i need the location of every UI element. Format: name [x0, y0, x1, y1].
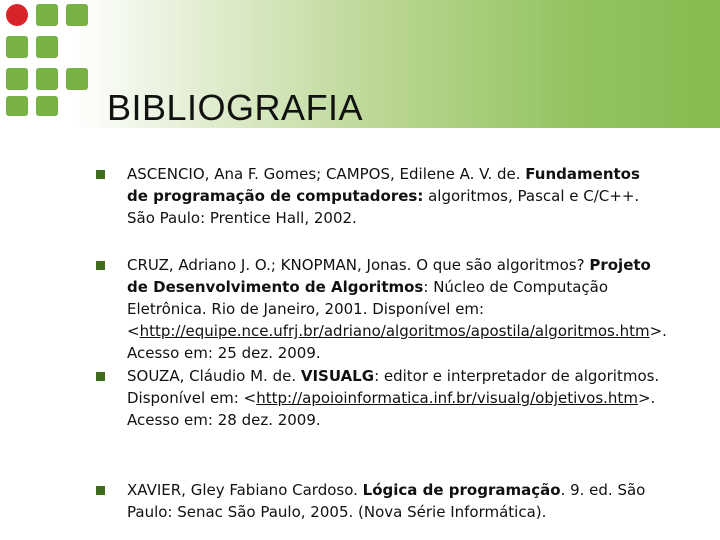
slide-title: BIBLIOGRAFIA [107, 87, 364, 128]
reference-segment: >. [649, 322, 667, 340]
reference-segment: Eletrônica. Rio de Janeiro, 2001. Disponível em: [127, 300, 485, 318]
reference-segment: : editor e interpretador de algoritmos. [374, 367, 660, 385]
reference-line [127, 320, 696, 342]
reference-line [127, 479, 696, 501]
bullet-square-icon [96, 261, 105, 270]
reference-line [127, 276, 696, 298]
reference-line [127, 501, 696, 523]
reference-item [96, 479, 696, 523]
reference-segment: Acesso em: 28 dez. 2009. [127, 411, 321, 429]
reference-line [127, 387, 696, 409]
reference-segment: SOUZA, Cláudio M. de. [127, 367, 301, 385]
bullet-square-icon [96, 486, 105, 495]
reference-line [127, 365, 696, 387]
reference-segment: São Paulo: Prentice Hall, 2002. [127, 209, 357, 227]
bullet-square-icon [96, 170, 105, 179]
reference-link[interactable]: http://apoioinformatica.inf.br/visualg/objetivos.htm [256, 389, 638, 407]
reference-bold-text: Projeto [589, 256, 651, 274]
reference-bold-text: de programação de computadores: [127, 187, 424, 205]
reference-text [127, 254, 696, 364]
reference-item [96, 254, 696, 364]
reference-text [127, 163, 696, 229]
reference-text [127, 479, 696, 523]
reference-item [96, 163, 696, 229]
reference-segment: ASCENCIO, Ana F. Gomes; CAMPOS, Edilene A. V. de. [127, 165, 526, 183]
reference-line [127, 298, 696, 320]
reference-segment: : Núcleo de Computação [423, 278, 609, 296]
reference-line [127, 207, 696, 229]
reference-segment: Paulo: Senac São Paulo, 2005. (Nova Série Informática). [127, 503, 547, 521]
reference-segment: CRUZ, Adriano J. O.; KNOPMAN, Jonas. O que são algoritmos? [127, 256, 590, 274]
bullet-square-icon [96, 372, 105, 381]
reference-bold-text: VISUALG [300, 367, 375, 385]
reference-line [127, 254, 696, 276]
reference-segment: algoritmos, Pascal e C/C++. [423, 187, 640, 205]
reference-segment: . 9. ed. São [560, 481, 646, 499]
reference-segment: XAVIER, Gley Fabiano Cardoso. [127, 481, 363, 499]
reference-segment: Acesso em: 25 dez. 2009. [127, 344, 321, 362]
reference-bold-text: Lógica de programação [362, 481, 561, 499]
reference-segment: < [127, 322, 140, 340]
reference-segment: >. [637, 389, 656, 407]
reference-link[interactable]: http://equipe.nce.ufrj.br/adriano/algoritmos/apostila/algoritmos.htm [139, 322, 650, 340]
reference-text [127, 365, 696, 431]
reference-bold-text: Fundamentos [525, 165, 640, 183]
reference-line [127, 409, 696, 431]
reference-line [127, 163, 696, 185]
reference-segment: Disponível em: < [127, 389, 257, 407]
reference-item [96, 365, 696, 431]
reference-line [127, 342, 696, 364]
reference-line [127, 185, 696, 207]
reference-bold-text: de Desenvolvimento de Algoritmos [127, 278, 424, 296]
